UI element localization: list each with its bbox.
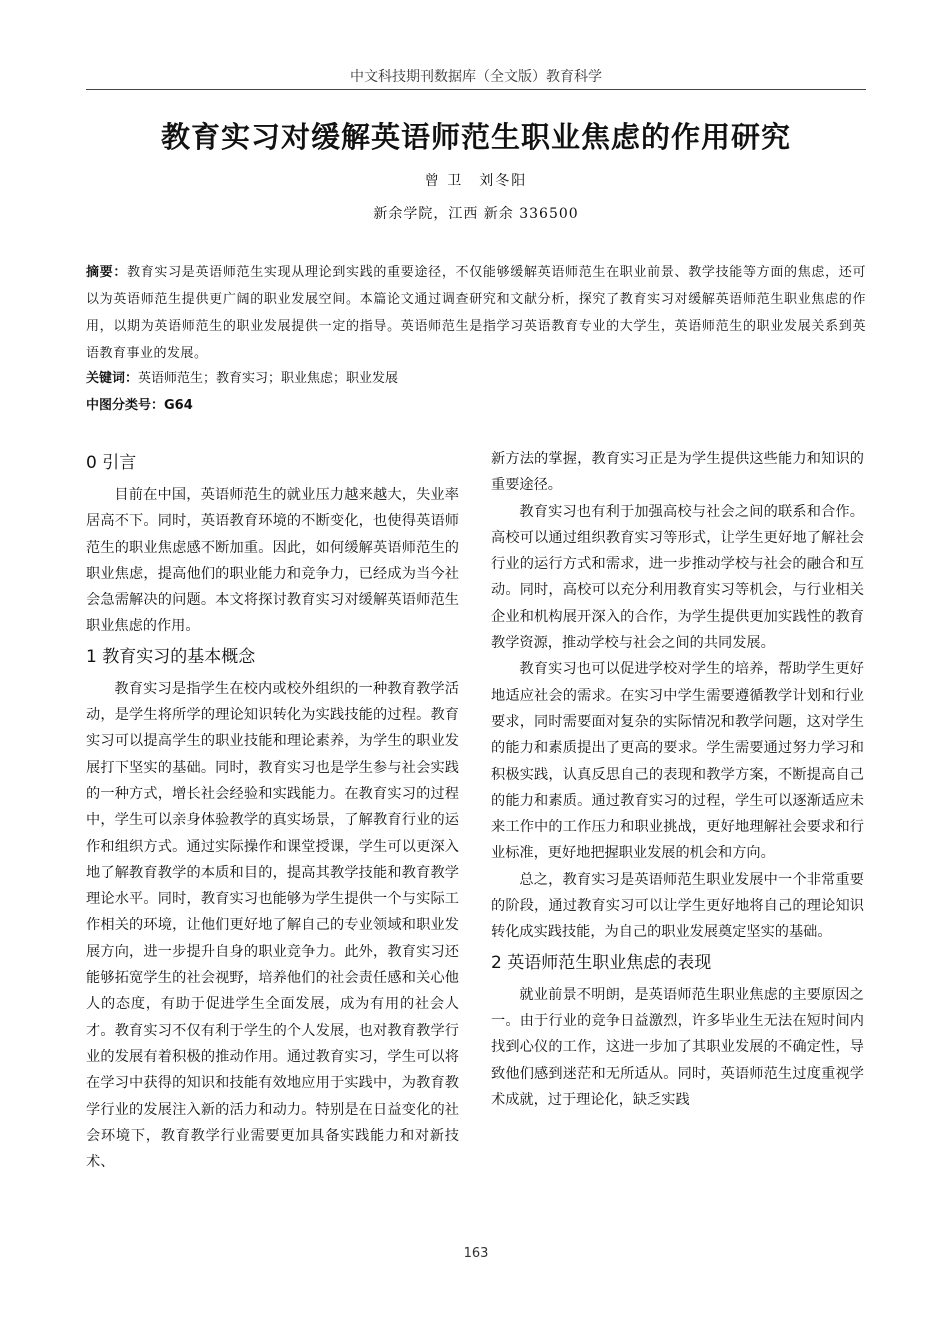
section-1-heading: 1 教育实习的基本概念: [86, 646, 256, 667]
section-2-heading: 2 英语师范生职业焦虑的表现: [491, 952, 712, 973]
section-0-paragraph-1: 目前在中国，英语师范生的就业压力越来越大，失业率居高不下。同时，英语教育环境的不断变化，也使得英语师范生的职业焦虑感不断加重。因此，如何缓解英语师范生的职业焦虑，提高他们的职业能力和竞争力，已经成为当今社会急需解决的问题。本文将探讨教育实习对缓解英语师范生职业焦虑的作用。: [86, 487, 459, 635]
section-1-paragraph-4: 总之，教育实习是英语师范生职业发展中一个非常重要的阶段，通过教育实习可以让学生更好地将自己的理论知识转化成实践技能，为自己的职业发展奠定坚实的基础。: [491, 871, 864, 941]
header-rule: [86, 89, 866, 90]
keywords-label: 关键词：: [86, 371, 139, 386]
abstract-label: 摘要：: [86, 265, 128, 280]
keywords-text: 英语师范生；教育实习；职业焦虑；职业发展: [138, 371, 399, 386]
classification: [86, 394, 866, 418]
section-2-paragraph-1: 就业前景不明朗，是英语师范生职业焦虑的主要原因之一。由于行业的竞争日益激烈，许多毕业生无法在短时间内找到心仪的工作，这进一步加了其职业发展的不确定性，导致他们感到迷茫和无所适从。同时，英语师范生过度重视学术成就，过于理论化，缺乏实践: [491, 986, 864, 1108]
classification-label: 中图分类号：: [86, 398, 165, 413]
article-affiliation: 新余学院，江西 新余 336500: [373, 206, 579, 222]
article-authors: 曾 卫 刘冬阳: [424, 173, 528, 189]
section-1-paragraph-2: 教育实习也有利于加强高校与社会之间的联系和合作。高校可以通过组织教育实习等形式，让学生更好地了解社会行业的运行方式和需求，进一步推动学校与社会的融合和互动。同时，高校可以充分利用教育实习等机会，与行业相关企业和机构展开深入的合作，为学生提供更加实践性的教育教学资源，推动学校与社会之间的共同发展。: [491, 503, 864, 652]
section-1-paragraph-1: 教育实习是指学生在校内或校外组织的一种教育教学活动，是学生将所学的理论知识转化为实践技能的过程。教育实习可以提高学生的职业技能和理论素养，为学生的职业发展打下坚实的基础。同时，教育实习也是学生参与社会实践的一种方式，增长社会经验和实践能力。在教育实习的过程中，学生可以亲身体验教学的真实场景，了解教育行业的运作和组织方式。通过实际操作和课堂授课，学生可以更深入地了解教育教学的本质和目的，提高其教学技能和教育教学理论水平。同时，教育实习也能够为学生提供一个与实际工作相关的环境，让他们更好地了解自己的专业领域和职业发展方向，进一步提升自身的职业竞争力。此外，教育实习还能够拓宽学生的社会视野，培养他们的社会责任感和关心他人的态度，有助于促进学生全面发展，成为有用的社会人才。教育实习不仅有利于学生的个人发展，也对教育教学行业的发展有着积极的推动作用。通过教育实习，学生可以将在学习中获得的知识和技能有效地应用于实践中，为教育教学行业的发展注入新的活力和动力。特别是在日益变化的社会环境下，教育教学行业需要更加具备实践能力和对新技术、: [86, 680, 459, 1171]
keywords: [86, 367, 866, 391]
running-head: 中文科技期刊数据库（全文版）教育科学: [350, 69, 602, 85]
abstract: [86, 259, 866, 367]
article-title: 教育实习对缓解英语师范生职业焦虑的作用研究: [160, 120, 791, 154]
abstract-text: 教育实习是英语师范生实现从理论到实践的重要途径，不仅能够缓解英语师范生在职业前景、教学技能等方面的焦虑，还可以为英语师范生提供更广阔的职业发展空间。本篇论文通过调查研究和文献分析，探究了教育实习对缓解英语师范生职业焦虑的作用，以期为英语师范生的职业发展提供一定的指导。英语师范生是指学习英语教育专业的大学生，英语师范生的职业发展关系到英语教育事业的发展。: [86, 265, 866, 361]
section-1-paragraph-3: 教育实习也可以促进学校对学生的培养，帮助学生更好地适应社会的需求。在实习中学生需要遵循教学计划和行业要求，同时需要面对复杂的实际情况和教学问题，这对学生的能力和素质提出了更高的要求。学生需要通过努力学习和积极实践，认真反思自己的表现和教学方案，不断提高自己的能力和素质。通过教育实习的过程，学生可以逐渐适应未来工作中的工作压力和职业挑战，更好地理解社会要求和行业标准，更好地把握职业发展的机会和方向。: [491, 661, 864, 862]
section-0-heading: 0 引言: [86, 453, 137, 473]
section-1-paragraph-1-continued: 新方法的掌握，教育实习正是为学生提供这些能力和知识的重要途径。: [491, 451, 864, 494]
body-column-right: [491, 446, 864, 1113]
body-column-left: [86, 446, 459, 1175]
classification-code: G64: [164, 398, 193, 413]
page-number: 163: [463, 1246, 489, 1261]
